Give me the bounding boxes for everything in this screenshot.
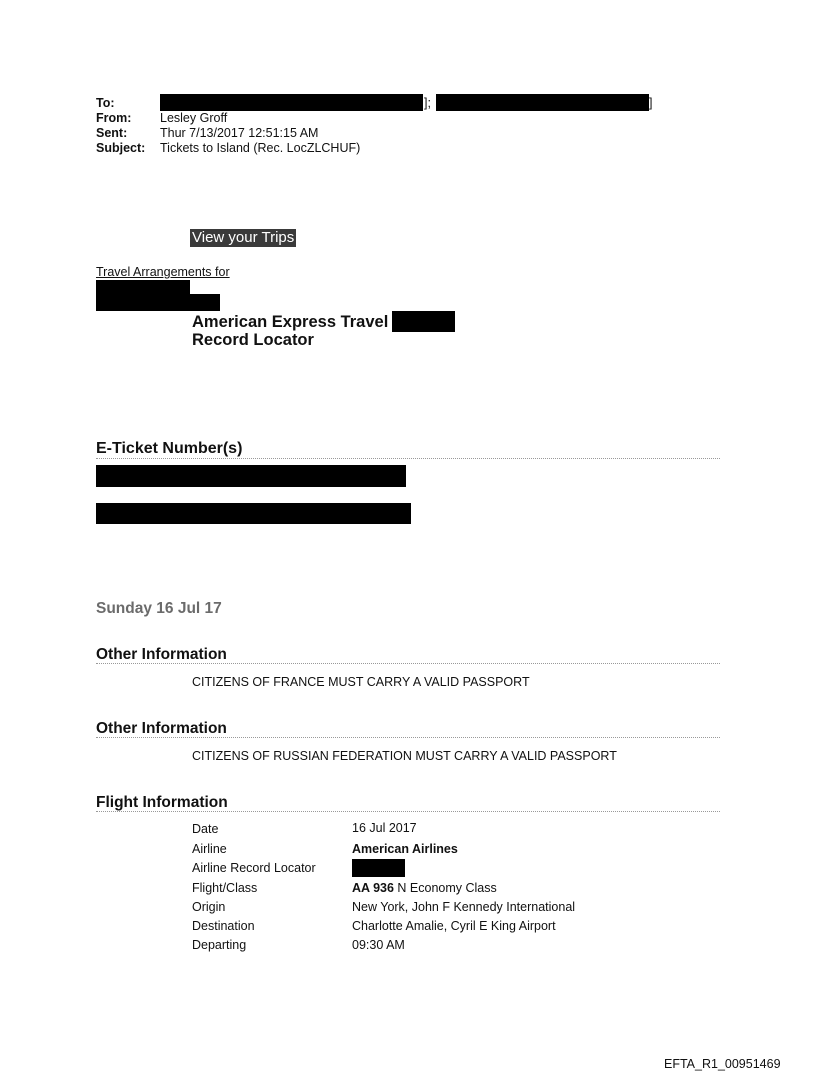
flight-destination-value: Charlotte Amalie, Cyril E King Airport: [352, 919, 556, 933]
other-info-rule-1: [96, 663, 720, 664]
from-label: From:: [96, 111, 132, 125]
flight-class-value: N Economy Class: [397, 881, 497, 895]
to-end-bracket: ]: [649, 96, 653, 110]
redacted-eticket-1: [96, 465, 406, 487]
flight-date-value: 16 Jul 2017: [352, 821, 417, 835]
view-trips-link[interactable]: View your Trips: [192, 229, 295, 246]
amex-travel-label: American Express Travel: [192, 313, 389, 331]
flight-date-label: Date: [192, 822, 219, 836]
to-label: To:: [96, 96, 115, 110]
flight-airline-value: American Airlines: [352, 842, 458, 856]
flight-class-value-group: [352, 881, 497, 895]
redacted-eticket-2: [96, 503, 411, 524]
flight-airline-label: Airline: [192, 842, 227, 856]
flight-origin-label: Origin: [192, 900, 226, 914]
flight-number: AA 936: [352, 881, 394, 895]
flight-info-title: Flight Information: [96, 794, 228, 811]
flight-departing-value: 09:30 AM: [352, 938, 405, 952]
flight-info-rule: [96, 811, 720, 812]
eticket-title: E-Ticket Number(s): [96, 440, 243, 457]
other-info-rule-2: [96, 737, 720, 738]
flight-departing-label: Departing: [192, 938, 247, 952]
sent-value: Thur 7/13/2017 12:51:15 AM: [160, 126, 319, 140]
other-info-title-2: Other Information: [96, 720, 227, 737]
subject-value: Tickets to Island (Rec. LocZLCHUF): [160, 141, 361, 155]
document-id-footer: EFTA_R1_00951469: [664, 1057, 781, 1071]
flight-class-label: Flight/Class: [192, 881, 258, 895]
other-info-text-2: CITIZENS OF RUSSIAN FEDERATION MUST CARRY A VALID PASSPORT: [192, 749, 617, 763]
from-value: Lesley Groff: [160, 111, 228, 125]
travel-arrangements-label: Travel Arrangements for: [96, 265, 230, 279]
to-separator: ];: [424, 96, 431, 110]
itinerary-date-heading: Sunday 16 Jul 17: [96, 600, 222, 617]
flight-origin-value: New York, John F Kennedy International: [352, 900, 576, 914]
redacted-airline-locator: [352, 859, 405, 877]
flight-destination-label: Destination: [192, 919, 255, 933]
redacted-record-locator: [392, 311, 455, 332]
subject-label: Subject:: [96, 141, 146, 155]
other-info-text-1: CITIZENS OF FRANCE MUST CARRY A VALID PASSPORT: [192, 675, 530, 689]
redacted-recipient-2: [436, 94, 649, 111]
flight-locator-label: Airline Record Locator: [192, 861, 316, 875]
redacted-traveler-name-2: [96, 294, 220, 311]
redacted-recipient-1: [160, 94, 423, 111]
redacted-traveler-name-1: [96, 280, 190, 295]
record-locator-label: Record Locator: [192, 331, 314, 349]
eticket-rule: [96, 458, 720, 459]
sent-label: Sent:: [96, 126, 128, 140]
other-info-title-1: Other Information: [96, 646, 227, 663]
